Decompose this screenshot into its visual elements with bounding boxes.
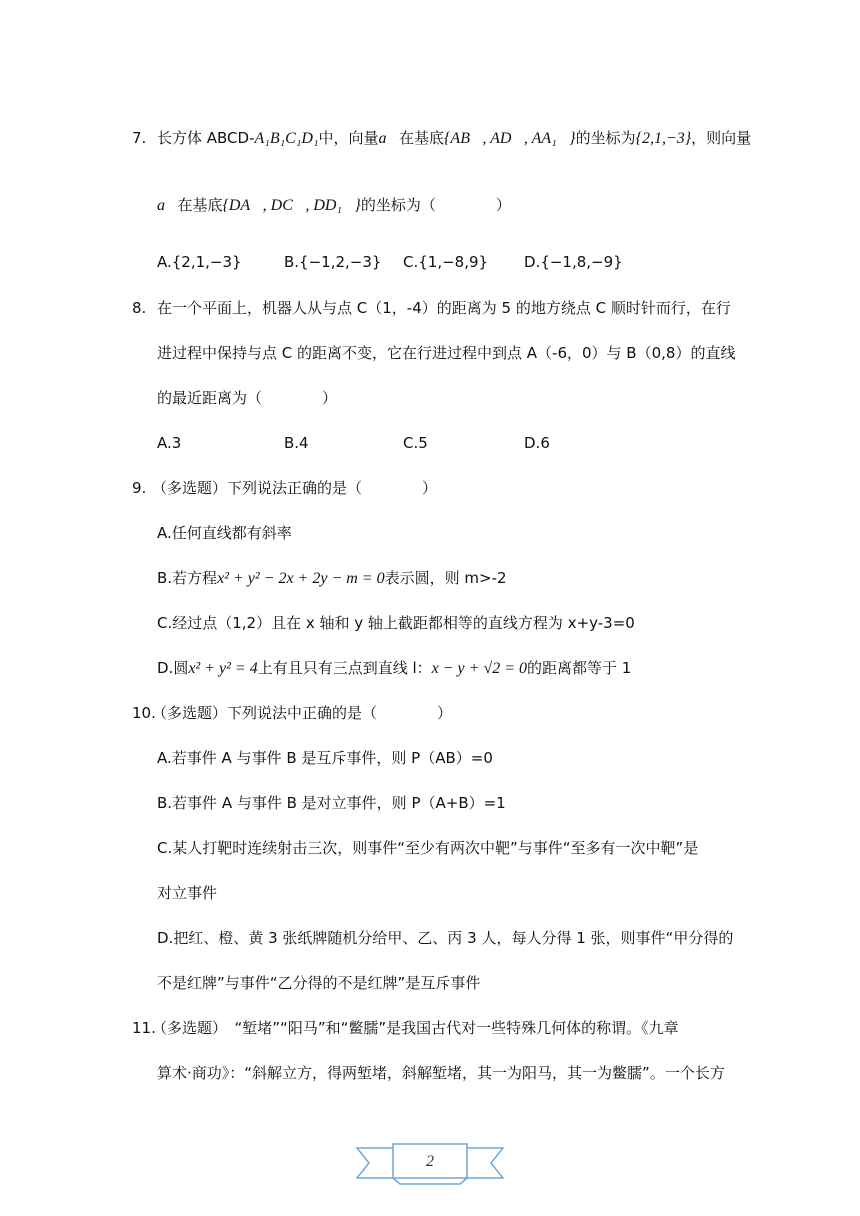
question-7-line-2 <box>157 195 511 216</box>
q7-basis-1: {AB⃗, AD⃗, AA₁⃗} <box>444 130 576 147</box>
question-7-line-1 <box>157 128 751 149</box>
q9-d-text-1: D.圆 <box>157 659 189 677</box>
q9-b-equation: x² + y² − 2x + 2y − m = 0 <box>217 570 385 587</box>
q11-line-2: 算术·商功》：“斜解立方，得两堑堵，斜解堑堵，其一为阳马，其一为鳖臑”。一个长方 <box>157 1064 725 1082</box>
q9-b-text-1: B.若方程 <box>157 569 218 587</box>
q9-d-circle-equation: x² + y² = 4 <box>188 660 258 677</box>
q7-text-4: 的坐标为 <box>575 129 636 147</box>
q9-d-text-3: 的距离都等于 1 <box>527 659 632 677</box>
q10-line-4: 对立事件 <box>157 884 218 902</box>
q10-line-6: 不是红牌”与事件“乙分得的不是红牌”是互斥事件 <box>157 974 481 992</box>
q10-line-3: C.某人打靶时连续射击三次，则事件“至少有两次中靶”与事件“至多有一次中靶”是 <box>157 839 699 857</box>
question-9-number: 9. <box>132 479 147 497</box>
q9-option-b <box>157 568 507 589</box>
q8-option-b: B.4 <box>284 434 309 452</box>
q8-line-2: 进过程中保持与点 C 的距离不变，它在行进过程中到点 A（-6，0）与 B（0,8）的直线 <box>157 344 736 362</box>
q7-vector-a-2: a⃗ <box>157 197 178 214</box>
q7-text-2: 中，向量 <box>318 129 379 147</box>
q7-option-b: B.{−1,2,−3} <box>284 253 382 271</box>
q9-option-d <box>157 658 631 679</box>
question-11-number: 11. <box>132 1019 156 1037</box>
q7-text-6: 在基底 <box>177 196 223 214</box>
page-footer-ribbon <box>355 1140 505 1186</box>
q7-coord-1: {2,1,−3} <box>635 130 692 147</box>
q7-text-7: 的坐标为（ ） <box>360 196 511 214</box>
q9-stem: （多选题）下列说法正确的是（ ） <box>152 479 438 497</box>
q8-line-1: 在一个平面上，机器人从与点 C（1，-4）的距离为 5 的地方绕点 C 顺时针而行，在行 <box>157 299 731 317</box>
q7-option-a: A.{2,1,−3} <box>157 253 242 271</box>
page-number: 2 <box>426 1153 434 1170</box>
q7-option-c: C.{1,−8,9} <box>403 253 489 271</box>
q9-b-text-2: 表示圆，则 m>-2 <box>384 569 507 587</box>
q7-basis-2: {DA⃗, DC⃗, DD₁⃗} <box>222 197 361 214</box>
q7-text-1: 长方体 ABCD- <box>157 129 255 147</box>
q8-option-d: D.6 <box>524 434 550 452</box>
q7-vector-a: a⃗ <box>378 130 399 147</box>
q9-option-c: C.经过点（1,2）且在 x 轴和 y 轴上截距都相等的直线方程为 x+y-3=0 <box>157 614 635 632</box>
question-10-number: 10. <box>132 704 156 722</box>
q10-stem: （多选题）下列说法中正确的是（ ） <box>152 704 453 722</box>
q10-line-1: A.若事件 A 与事件 B 是互斥事件，则 P（AB）=0 <box>157 749 493 767</box>
q8-line-3: 的最近距离为（ ） <box>157 389 338 407</box>
q7-text-3: 在基底 <box>399 129 445 147</box>
q7-math-a1b1c1d1: A₁B₁C₁D₁ <box>254 130 319 147</box>
question-7-number: 7. <box>132 129 147 147</box>
q9-option-a: A.任何直线都有斜率 <box>157 524 292 542</box>
q10-line-5: D.把红、橙、黄 3 张纸牌随机分给甲、乙、丙 3 人，每人分得 1 张，则事件“甲分得的 <box>157 929 734 947</box>
q7-option-d: D.{−1,8,−9} <box>524 253 623 271</box>
q8-option-a: A.3 <box>157 434 182 452</box>
question-8-number: 8. <box>132 299 147 317</box>
q11-line-1: （多选题） “堑堵”“阳马”和“鳖臑”是我国古代对一些特殊几何体的称谓。《九章 <box>152 1019 679 1037</box>
q9-d-line-equation: x − y + √2 = 0 <box>431 660 528 677</box>
q10-line-2: B.若事件 A 与事件 B 是对立事件，则 P（A+B）=1 <box>157 794 506 812</box>
q7-text-5: ，则向量 <box>691 129 752 147</box>
q9-d-text-2: 上有且只有三点到直线 l： <box>257 659 432 677</box>
q8-option-c: C.5 <box>403 434 428 452</box>
